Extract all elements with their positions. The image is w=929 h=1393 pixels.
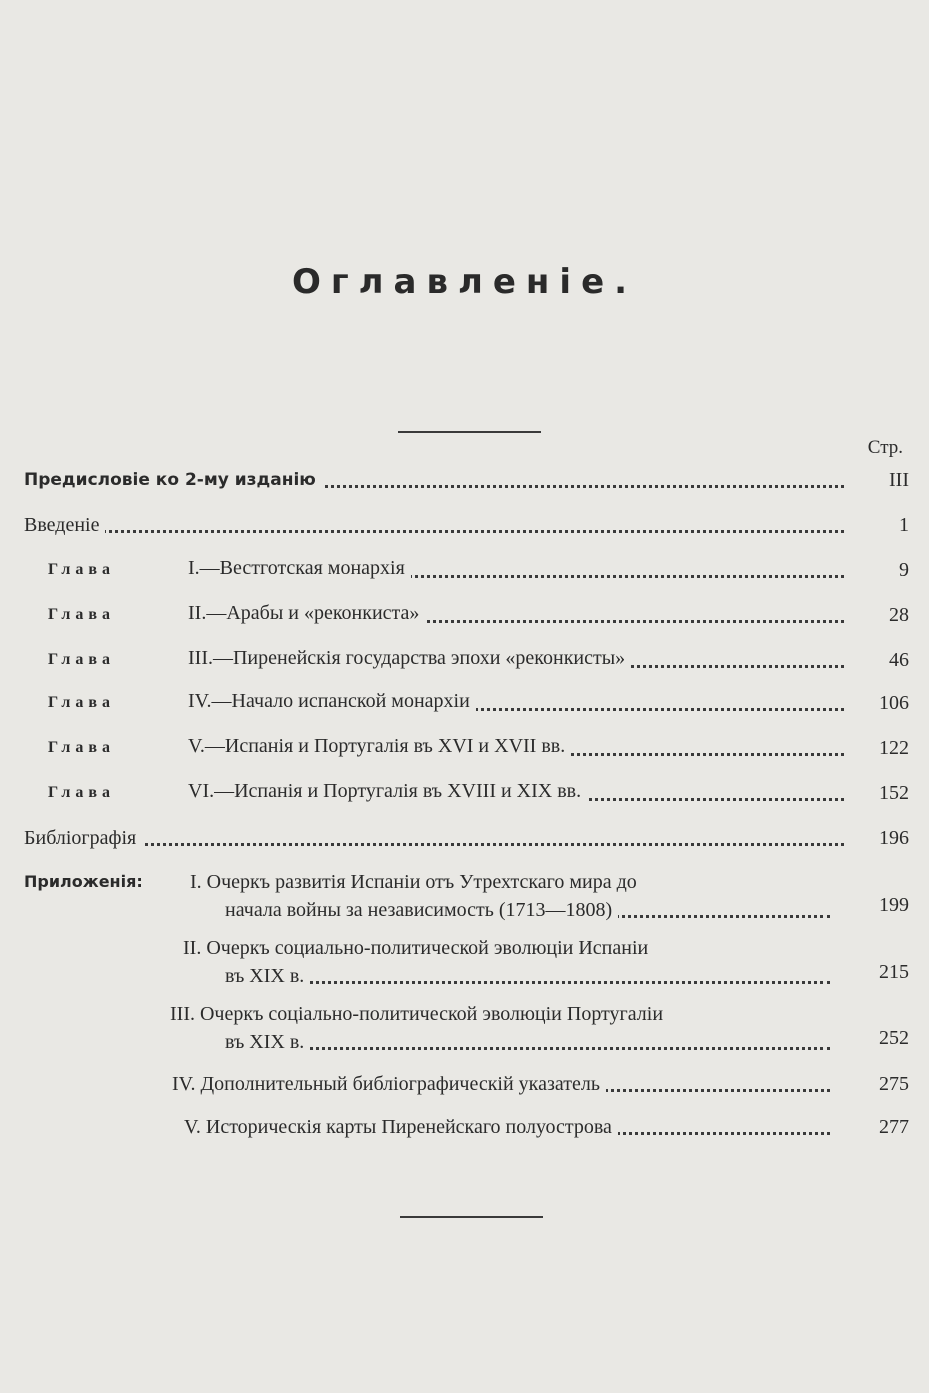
toc-entry-text-cont: въ XIX в.: [225, 1028, 310, 1056]
appendix-number: I.: [190, 871, 202, 893]
toc-entry-page: 1: [899, 514, 909, 536]
toc-entry-text: Историческія карты Пиренейскаго полуострова: [205, 1116, 612, 1138]
chapter-number: V.: [188, 735, 205, 757]
toc-entry-text: Предисловіе ко 2-му изданію: [24, 466, 322, 494]
toc-entry-page: 199: [879, 894, 909, 916]
chapter-word: Глава: [48, 694, 115, 711]
toc-entry-text: Очеркъ социально-политической эволюціи Испаніи: [206, 937, 649, 959]
toc-entry-page: 152: [879, 782, 909, 804]
appendix-number: IV.: [172, 1073, 196, 1095]
toc-entry-text-cont: въ XIX в.: [225, 962, 310, 990]
toc-entry-page: 122: [879, 737, 909, 759]
toc-entry-page: 196: [879, 827, 909, 849]
toc-entry-page: 46: [889, 649, 909, 671]
page-title: Оглавленіе.: [291, 262, 638, 302]
toc-entry-appendix-3[interactable]: [170, 1000, 830, 1056]
toc-entry-text-cont: начала войны за независимость (1713—1808): [225, 896, 618, 924]
toc-entry-page: 252: [879, 1027, 909, 1049]
toc-entry-text: —Арабы и «реконкиста»: [206, 602, 420, 624]
toc-entry-bibliography[interactable]: [24, 824, 909, 852]
toc-entry-page: 28: [889, 604, 909, 626]
toc-entry-text: —Испанія и Португалія въ XVIII и XIX вв.: [214, 780, 582, 802]
toc-entry-text: —Пиренейскія государства эпохи «реконкисты»: [212, 647, 626, 669]
toc-entry-text: —Начало испанской монархіи: [211, 690, 470, 712]
toc-entry-appendix-1[interactable]: [190, 868, 830, 924]
toc-entry-preface[interactable]: [24, 466, 909, 494]
bottom-divider: [400, 1216, 543, 1218]
chapter-word: Глава: [48, 561, 115, 578]
page-column-label: Стр.: [867, 437, 903, 458]
toc-entry-chapter-1[interactable]: [24, 556, 909, 584]
appendix-number: III.: [170, 1003, 195, 1025]
toc-entry-page: III: [889, 469, 909, 491]
toc-entry-chapter-5[interactable]: [24, 734, 909, 762]
toc-entry-page: 215: [879, 961, 909, 983]
chapter-number: IV.: [188, 690, 212, 712]
chapter-word: Глава: [48, 739, 115, 756]
toc-entry-chapter-4[interactable]: [24, 689, 909, 717]
top-divider: [398, 431, 541, 433]
toc-entry-text: Очеркъ соціально-политической эволюціи Португаліи: [199, 1003, 664, 1025]
toc-entry-chapter-2[interactable]: [24, 601, 909, 629]
toc-entry-chapter-3[interactable]: [24, 646, 909, 674]
toc-entry-page: 9: [899, 559, 909, 581]
toc-entry-text: —Испанія и Португалія въ XVI и XVII вв.: [204, 735, 566, 757]
chapter-number: I.: [188, 557, 200, 579]
toc-entry-appendix-2[interactable]: [183, 934, 830, 990]
chapter-number: III.: [188, 647, 213, 669]
toc-entry-appendix-5[interactable]: [184, 1113, 830, 1141]
chapter-word: Глава: [48, 606, 115, 623]
appendix-number: V.: [184, 1116, 201, 1138]
toc-entry-appendix-4[interactable]: [172, 1070, 830, 1098]
toc-entry-chapter-6[interactable]: [24, 779, 909, 807]
toc-entry-page: 277: [879, 1116, 909, 1138]
appendix-label: Приложенія:: [24, 872, 143, 891]
chapter-word: Глава: [48, 784, 115, 801]
toc-entry-introduction[interactable]: [24, 511, 909, 539]
chapter-number: II.: [188, 602, 207, 624]
appendix-number: II.: [183, 937, 202, 959]
toc-entry-text: —Вестготская монархія: [199, 557, 405, 579]
chapter-number: VI.: [188, 780, 215, 802]
chapter-word: Глава: [48, 651, 115, 668]
toc-entry-text: Очеркъ развитія Испаніи отъ Утрехтскаго мира до: [206, 871, 637, 893]
toc-entry-text: Введеніе: [24, 511, 105, 539]
toc-entry-text: Библіографія: [24, 824, 142, 852]
toc-entry-text: Дополнительный библіографическій указатель: [200, 1073, 600, 1095]
toc-entry-page: 275: [879, 1073, 909, 1095]
toc-entry-page: 106: [879, 692, 909, 714]
